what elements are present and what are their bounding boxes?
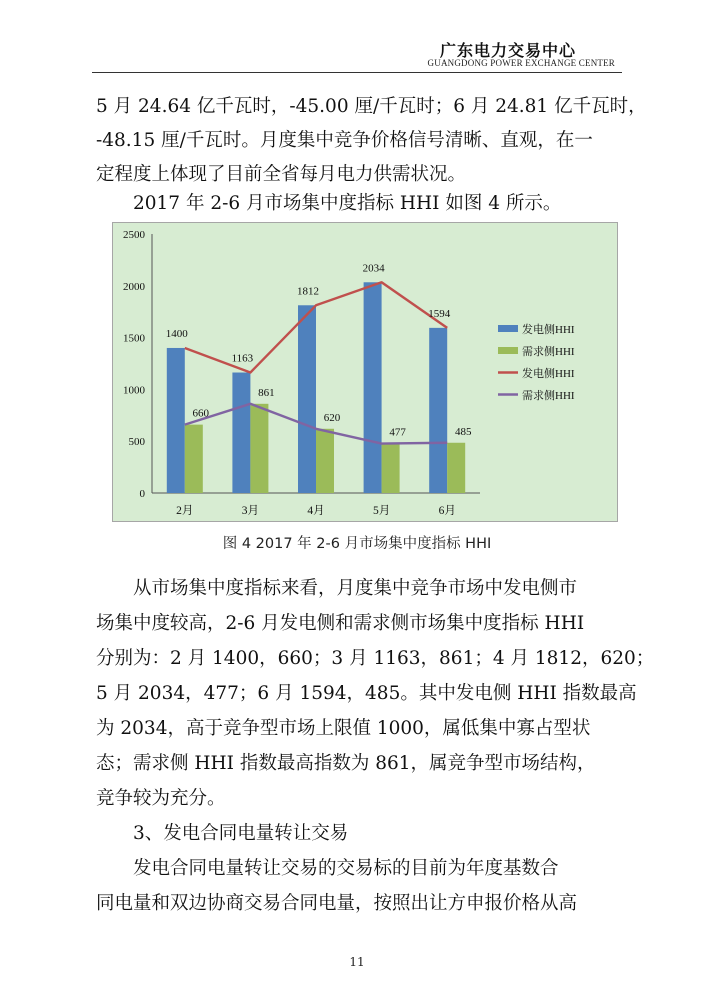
header-title: 广东电力交易中心	[440, 41, 577, 60]
bar-demand	[316, 429, 334, 493]
data-label: 2034	[362, 262, 385, 275]
y-tick-label: 500	[128, 436, 145, 449]
chart-svg	[112, 222, 618, 522]
y-tick-label: 2500	[123, 229, 145, 241]
bar-supply	[167, 348, 185, 493]
x-tick-label: 2月	[176, 505, 194, 517]
section-heading: 3、发电合同电量转让交易	[96, 823, 349, 844]
x-tick-label: 5月	[372, 505, 391, 517]
bar-demand	[185, 425, 203, 493]
legend-swatch	[498, 347, 518, 354]
paragraph-line: 5 月 2034，477；6 月 1594，485。其中发电侧 HHI 指数最高	[96, 683, 637, 704]
y-tick-label: 1000	[123, 384, 145, 397]
paragraph-line: -48.15 厘/千瓦时。月度集中竞争价格信号清晰、直观，在一	[96, 130, 593, 151]
y-tick-label: 1500	[123, 332, 145, 345]
bar-supply	[298, 305, 316, 493]
paragraph-line: 2017 年 2-6 月市场集中度指标 HHI 如图 4 所示。	[96, 193, 562, 214]
legend-label: 发电侧HHI	[522, 368, 575, 380]
data-label: 1163	[231, 352, 254, 365]
data-label: 660	[192, 407, 210, 420]
bar-supply	[429, 328, 447, 493]
legend-swatch	[498, 325, 518, 332]
paragraph-line: 同电量和双边协商交易合同电量，按照出让方申报价格从高	[96, 893, 578, 914]
data-label: 1400	[165, 327, 188, 340]
data-label: 477	[389, 426, 406, 439]
data-label: 620	[323, 411, 341, 424]
data-label: 1812	[297, 285, 319, 298]
paragraph-line: 场集中度较高，2-6 月发电侧和需求侧市场集中度指标 HHI	[96, 613, 585, 634]
legend-label: 需求侧HHI	[522, 346, 575, 358]
paragraph-line: 态；需求侧 HHI 指数最高指数为 861，属竞争型市场结构，	[96, 753, 596, 774]
paragraph-line: 从市场集中度指标来看，月度集中竞争市场中发电侧市	[96, 578, 578, 599]
legend-label: 需求侧HHI	[522, 390, 575, 402]
bar-demand	[382, 444, 400, 493]
hhi-chart	[112, 222, 618, 522]
data-label: 485	[454, 425, 472, 438]
y-tick-label: 0	[139, 488, 145, 500]
y-tick-label: 2000	[123, 280, 145, 293]
paragraph-line: 5 月 24.64 亿千瓦时，-45.00 厘/千瓦时；6 月 24.81 亿千瓦时，	[96, 96, 647, 117]
bar-demand	[447, 443, 465, 493]
bar-supply	[364, 282, 382, 493]
figure-caption: 图 4 2017 年 2-6 月市场集中度指标 HHI	[222, 536, 492, 552]
x-tick-label: 4月	[307, 505, 325, 517]
legend-label: 发电侧HHI	[522, 324, 575, 336]
paragraph-line: 为 2034，高于竞争型市场上限值 1000，属低集中寡占型状	[96, 718, 591, 739]
data-label: 861	[258, 386, 275, 399]
x-tick-label: 6月	[438, 505, 456, 517]
page-number: 11	[349, 955, 365, 969]
data-label: 1594	[428, 307, 451, 320]
paragraph-line: 定程度上体现了目前全省每月电力供需状况。	[96, 164, 467, 185]
bar-demand	[250, 404, 268, 493]
bar-supply	[232, 373, 250, 493]
header-rule	[92, 72, 622, 73]
x-tick-label: 3月	[241, 505, 260, 517]
paragraph-line: 分别为：2 月 1400，660；3 月 1163，861；4 月 1812，620；	[96, 648, 655, 669]
paragraph-line: 竞争较为充分。	[96, 788, 226, 809]
paragraph-line: 发电合同电量转让交易的交易标的目前为年度基数合	[96, 858, 559, 879]
header-subtitle: GUANGDONG POWER EXCHANGE CENTER	[427, 58, 615, 68]
